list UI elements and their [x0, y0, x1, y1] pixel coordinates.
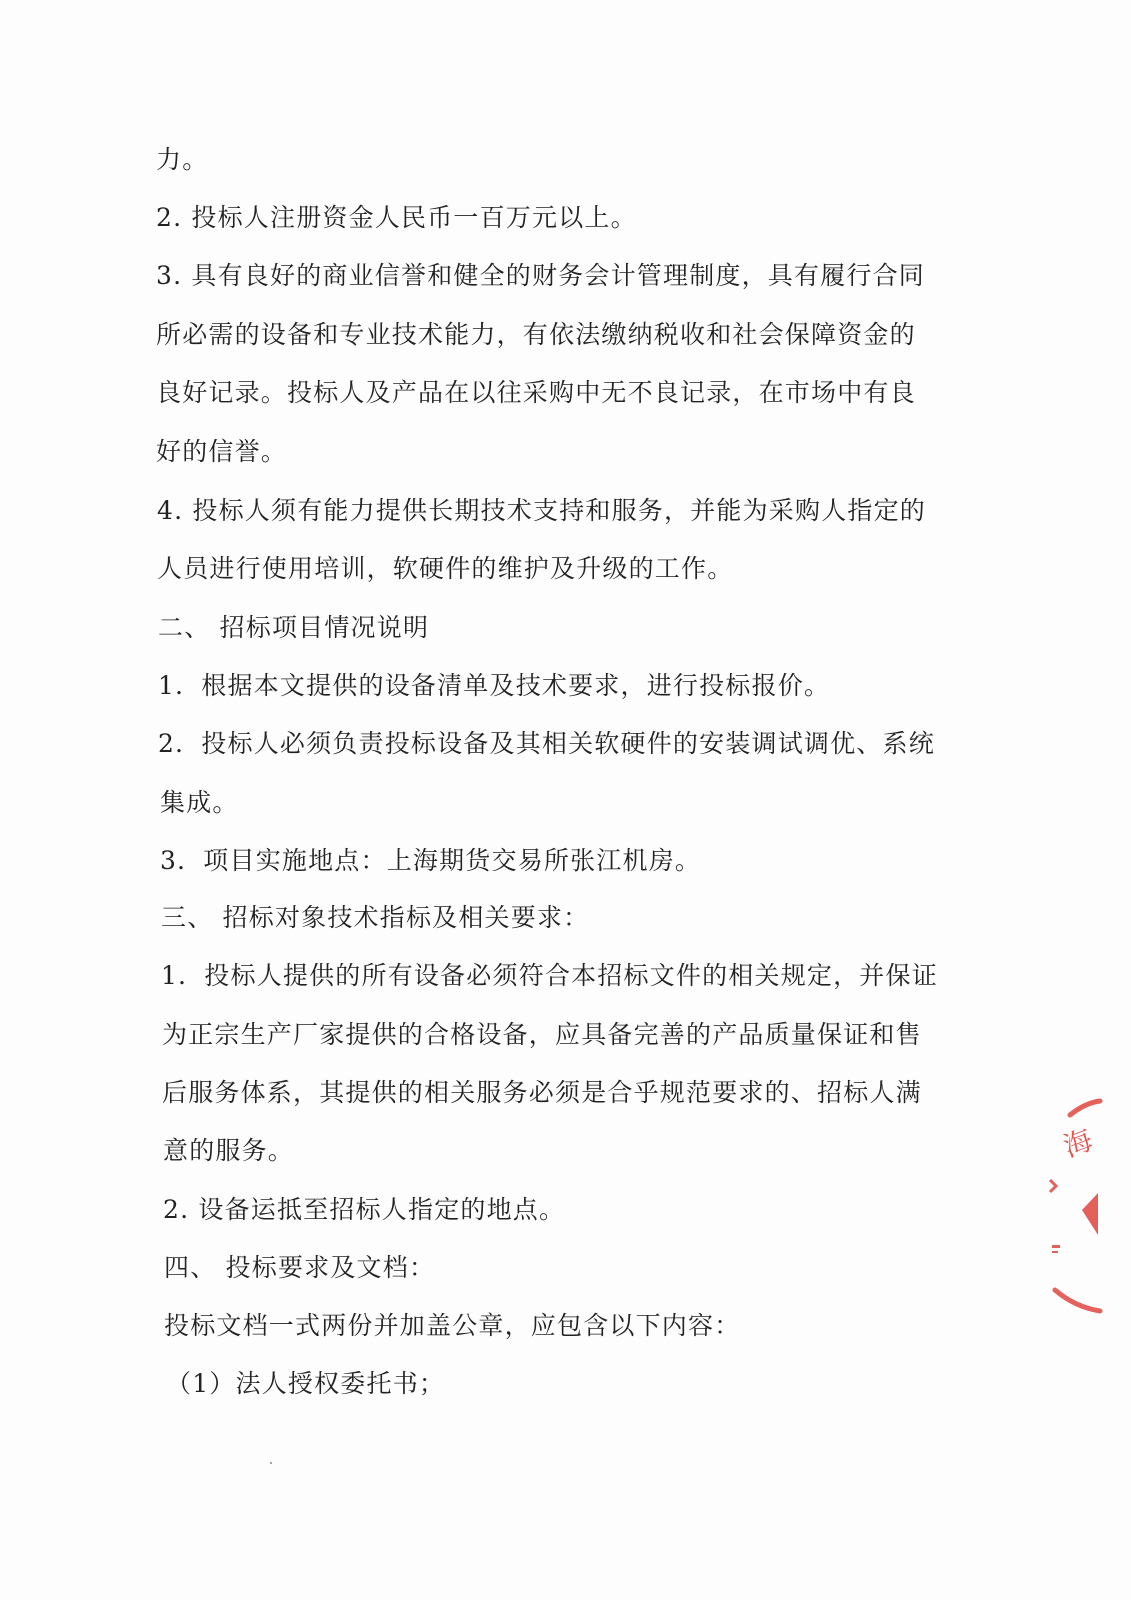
text-line: 后服务体系，其提供的相关服务必须是合乎规范要求的、招标人满: [162, 1078, 922, 1107]
section-heading: 二、 招标项目情况说明: [158, 613, 430, 642]
text-line: （1）法人授权委托书；: [166, 1369, 446, 1398]
red-seal-stamp: [1030, 1085, 1131, 1325]
text-line: 良好记录。投标人及产品在以往采购中无不良记录，在市场中有良: [156, 378, 916, 407]
text-line: 1．根据本文提供的设备清单及技术要求，进行投标报价。: [158, 671, 831, 700]
text-line: 意的服务。: [163, 1136, 295, 1165]
text-line: 所必需的设备和专业技术能力，有依法缴纳税收和社会保障资金的: [156, 320, 916, 349]
section-heading: 三、 招标对象技术指标及相关要求：: [161, 903, 590, 932]
text-line: 2. 设备运抵至招标人指定的地点。: [163, 1195, 566, 1224]
section-heading: 四、 投标要求及文档：: [164, 1253, 436, 1282]
scan-speck: [270, 1462, 272, 1464]
text-line: 4. 投标人须有能力提供长期技术支持和服务，并能为采购人指定的: [157, 496, 927, 525]
text-line: 人员进行使用培训，软硬件的维护及升级的工作。: [157, 554, 734, 583]
seal-text: 海: [1059, 1122, 1097, 1164]
text-line: 1．投标人提供的所有设备必须符合本招标文件的相关规定，并保证: [161, 961, 938, 990]
text-line: 集成。: [160, 788, 239, 817]
text-line: 力。: [156, 145, 209, 174]
text-line: 2．投标人必须负责投标设备及其相关软硬件的安装调试调优、系统: [158, 729, 935, 758]
text-line: 为正宗生产厂家提供的合格设备，应具备完善的产品质量保证和售: [162, 1020, 922, 1049]
text-line: 投标文档一式两份并加盖公章，应包含以下内容：: [164, 1311, 741, 1340]
text-line: 3．项目实施地点：上海期货交易所张江机房。: [160, 846, 702, 875]
text-line: 3. 具有良好的商业信誉和健全的财务会计管理制度，具有履行合同: [156, 261, 926, 290]
text-line: 好的信誉。: [156, 437, 288, 466]
text-line: 2. 投标人注册资金人民币一百万元以上。: [156, 203, 637, 232]
